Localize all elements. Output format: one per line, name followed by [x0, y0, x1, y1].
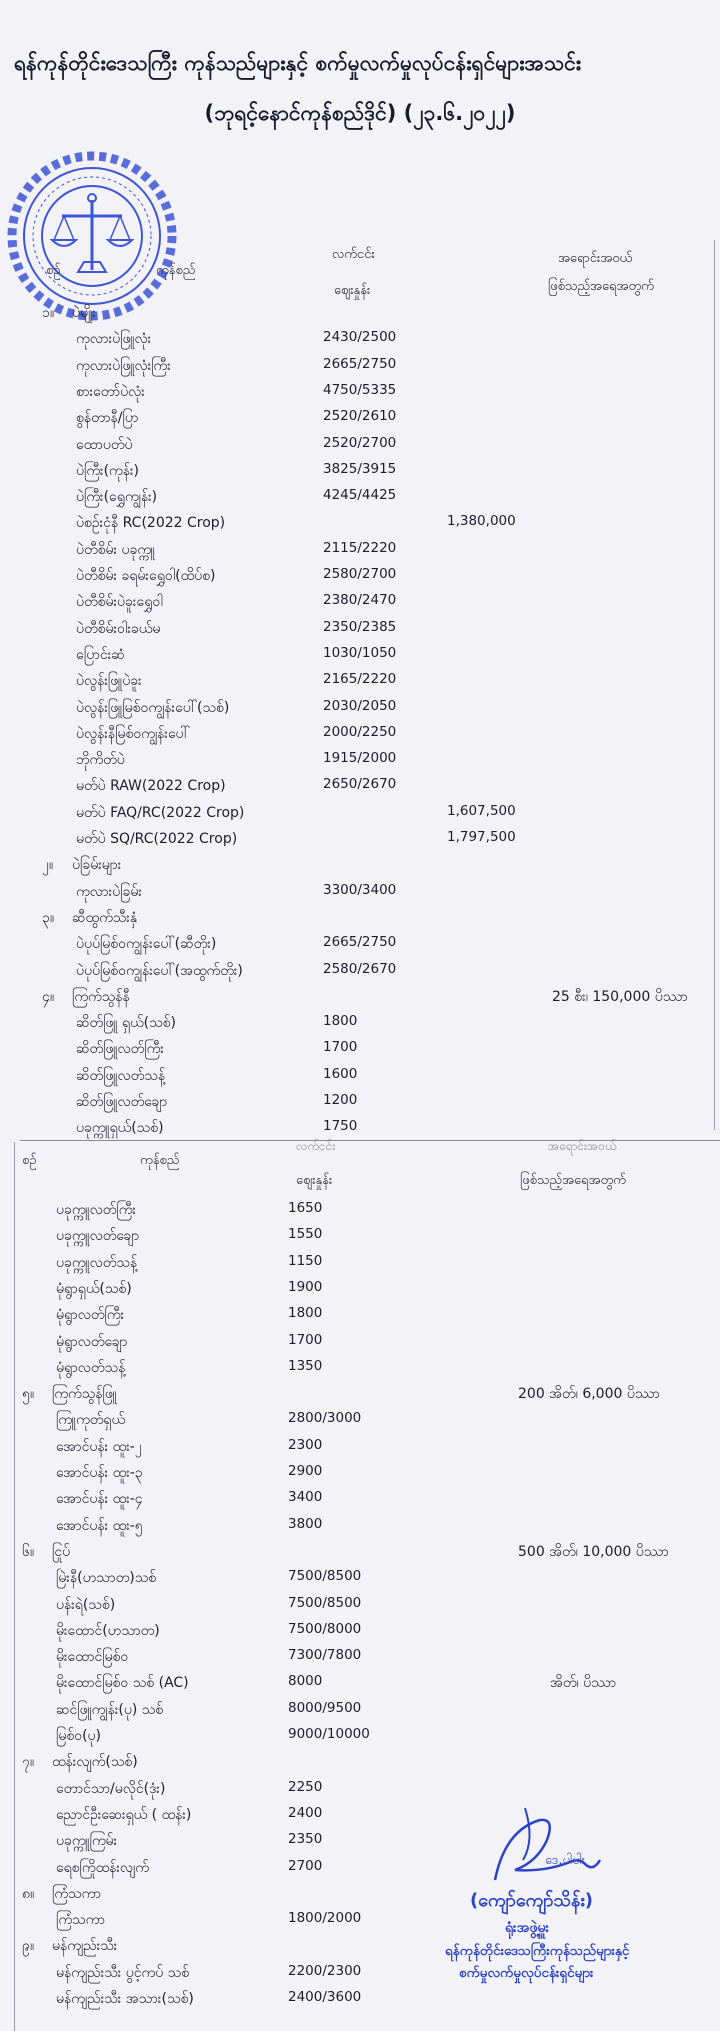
commodity-name: ကြံသကာ	[56, 1912, 106, 1929]
section-number: ၁။	[42, 305, 55, 321]
commodity-name: မုံရွာလတ်သန့်	[56, 1359, 126, 1376]
commodity-price: 1650	[288, 1200, 323, 1216]
commodity-price: 3300/3400	[323, 881, 397, 898]
commodity-name: အောင်ပန်း ထူး-၃	[56, 1465, 143, 1481]
commodity-price: 1700	[288, 1331, 323, 1348]
section-title: ပဲမျိုး	[72, 305, 96, 321]
commodity-price: 2700	[288, 1857, 323, 1874]
signatory-name: (ကျော်ကျော်သိန်း)	[470, 1890, 594, 1911]
commodity-price: 2200/2300	[288, 1962, 362, 1979]
commodity-name: ဆိတ်ဖြူလတ်သန့်	[76, 1067, 166, 1084]
commodity-price: 1800/2000	[288, 1910, 362, 1927]
commodity-name: ဆင်ဖြူကျွန်း(ပု) သစ်	[56, 1701, 164, 1718]
signatory-role: ရုံးအဖွဲ့မှူး	[505, 1920, 549, 1936]
commodity-price: 1900	[288, 1278, 323, 1295]
column-header-note-top-faded: အရောင်းအဝယ်	[548, 1139, 617, 1153]
commodity-price: 1800	[288, 1305, 323, 1322]
commodity-name: ဆိတ်ဖြူလတ်ကြီး	[76, 1041, 164, 1058]
commodity-name: ထောပတ်ပဲ	[76, 436, 133, 453]
commodity-price: 1550	[288, 1226, 323, 1243]
commodity-name: ပန်းရဲ(သစ်)	[56, 1596, 116, 1613]
commodity-name: မုံရွာလတ်ကြီး	[56, 1307, 125, 1324]
commodity-price: 1150	[288, 1252, 323, 1269]
commodity-price: 2650/2670	[323, 776, 397, 793]
section-trade-volume: 200 အိတ်၊ 6,000 ပိဿာ	[518, 1386, 660, 1403]
section-number: ၂။	[42, 857, 54, 874]
section-title: မန်ကျည်းသီး	[52, 1938, 118, 1955]
section-number: ၄။	[42, 988, 55, 1005]
section-title: ပဲခြမ်းများ	[72, 857, 122, 874]
commodity-price: 2665/2750	[323, 355, 397, 372]
commodity-price: 2400	[288, 1804, 323, 1821]
commodity-rc-price: 1,380,000	[447, 513, 516, 530]
commodity-name: ပဲကြီး(ရွှေကျွန်း)	[76, 489, 158, 506]
commodity-price: 2030/2050	[323, 697, 397, 714]
commodity-name: တောင်သာ/မလိုင်(ဒုံး)	[56, 1780, 166, 1797]
commodity-price: 2800/3000	[288, 1410, 362, 1427]
column-header-price-top-faded: လက်ငင်း	[296, 1139, 336, 1153]
commodity-price: 3825/3915	[323, 460, 397, 477]
commodity-name: ပခုက္ကူလတ်သန့်	[56, 1254, 138, 1271]
commodity-price: 1600	[323, 1065, 358, 1082]
commodity-price: 1200	[323, 1092, 358, 1108]
commodity-name: ပြောင်းဆံ	[76, 646, 125, 663]
commodity-price: 2115/2220	[323, 539, 397, 556]
section-number: ၇။	[22, 1754, 35, 1771]
document-subtitle: (ဘုရင့်နောင်ကုန်စည်ဒိုင်) (၂၃.၆.၂၀၂၂)	[204, 101, 516, 125]
commodity-price: 3800	[288, 1515, 323, 1532]
commodity-name: ကုလားပဲဖြူလုံးကြီး	[76, 357, 171, 374]
signatory-org-line2: စက်မှုလက်မှုလုပ်ငန်းရှင်များ	[459, 1965, 594, 1981]
commodity-name: ကုလားပဲခြမ်း	[76, 883, 142, 900]
signature-block	[445, 1800, 720, 2031]
commodity-price: 2165/2220	[323, 671, 397, 688]
commodity-price: 8000	[288, 1673, 323, 1690]
commodity-name: ဘိုကိတ်ပဲ	[76, 752, 125, 769]
commodity-name: မိုးထောင်မြစ်ဝ	[56, 1649, 129, 1666]
commodity-price: 2380/2470	[323, 592, 397, 609]
section-title: ကြံသကာ	[52, 1885, 102, 1902]
commodity-price: 2400/3600	[288, 1989, 362, 2005]
commodity-price: 1800	[323, 1013, 358, 1030]
section-trade-volume: 25 စီး၊ 150,000 ပိဿာ	[552, 988, 688, 1005]
section-title: ကြက်သွန်ဖြူ	[52, 1386, 117, 1403]
section-number: ၉။	[22, 1938, 35, 1955]
commodity-name: ပဲပုပ်မြစ်ဝကျွန်းပေါ်(အထွက်တိုး)	[76, 962, 243, 979]
commodity-name: မိုးထောင်(ဟသာတ)	[56, 1622, 160, 1639]
commodity-name: ရေစကြိုထန်းလျက်	[56, 1859, 149, 1876]
commodity-name: စွန်တာနီ/ပြာ	[76, 410, 139, 427]
commodity-name: ဆိတ်ဖြူလတ်ချော	[76, 1094, 168, 1110]
commodity-name: စားတော်ပဲလုံး	[76, 383, 145, 400]
commodity-price: 2580/2700	[323, 566, 397, 582]
commodity-name: ပခုက္ကူလတ်ကြီး	[56, 1202, 136, 1218]
commodity-name: အောင်ပန်း ထူး-၅	[56, 1517, 143, 1534]
commodity-name: ပဲတီစိမ်း ခရမ်းရွှေဝါ(ထိပ်စ)	[76, 568, 216, 584]
commodity-price: 2300	[288, 1436, 323, 1453]
commodity-name: ပဲလွန်းဖြူမြစ်ဝကျွန်းပေါ်(သစ်)	[76, 699, 230, 716]
commodity-name: ပခုက္ကူရှယ်(သစ်)	[76, 1120, 164, 1137]
commodity-price: 7500/8500	[288, 1594, 362, 1611]
commodity-name: ပဲကြီး(ကုန်း)	[76, 462, 140, 479]
commodity-price: 2520/2700	[323, 434, 397, 451]
column-header-commodity-2: ကုန်စည်	[140, 1153, 180, 1168]
commodity-price: 2580/2670	[323, 960, 397, 977]
commodity-name: မတ်ပဲ SQ/RC(2022 Crop)	[76, 831, 238, 847]
signature-initials: ဒေ.ပါပါး	[545, 1853, 586, 1868]
commodity-name: အောင်ပန်း ထူး-၂	[56, 1438, 142, 1455]
commodity-name: မြဲးနီ(ဟသာတ)သစ်	[56, 1570, 157, 1587]
commodity-name: မိုးထောင်မြစ်ဝ သစ် (AC)	[56, 1675, 189, 1692]
commodity-price: 2250	[288, 1778, 323, 1795]
commodity-price: 2000/2250	[323, 723, 397, 740]
section-trade-volume: 500 အိတ်၊ 10,000 ပိဿာ	[518, 1543, 669, 1560]
column-header-no: စဉ်	[46, 263, 61, 278]
commodity-name: ပခုက္ကူလတ်ချော	[56, 1228, 140, 1245]
section-title: ကြက်သွန်နီ	[72, 988, 130, 1005]
commodity-name: မန်ကျည်းသီး အသား(သစ်)	[56, 1991, 194, 2007]
commodity-price: 9000/10000	[288, 1726, 370, 1742]
column-header-price-bottom-2: ဈေးနှုန်း	[296, 1173, 333, 1188]
commodity-price: 4245/4425	[323, 487, 397, 504]
commodity-name: မတ်ပဲ FAQ/RC(2022 Crop)	[76, 804, 245, 821]
commodity-price: 7500/8000	[288, 1620, 362, 1637]
section-title: ဆီထွက်သီးနှံ	[72, 909, 138, 926]
commodity-price: 1350	[288, 1357, 323, 1374]
section-number: ၈။	[22, 1885, 35, 1902]
commodity-price: 2900	[288, 1463, 323, 1479]
commodity-name: ပဲလွန်းဖြူပဲခူး	[76, 673, 142, 690]
commodity-name: ပဲတီစိမ်း ပခုက္ကူ	[76, 541, 156, 558]
commodity-price: 2665/2750	[323, 934, 397, 951]
commodity-price: 7300/7800	[288, 1647, 362, 1664]
commodity-rc-price: 1,607,500	[447, 802, 516, 819]
document-header	[0, 0, 720, 145]
column-header-note-bottom-2: ဖြစ်သည့်အရေအတွက်	[520, 1173, 626, 1188]
section-number: ၃။	[42, 909, 55, 926]
column-header-commodity: ကုန်စည်	[156, 263, 196, 278]
commodity-name: မုံရွာရှယ်(သစ်)	[56, 1280, 132, 1297]
commodity-rc-price: 1,797,500	[447, 829, 516, 845]
association-seal-icon	[4, 148, 180, 324]
commodity-name: မန်ကျည်းသီး ပွင့်ကပ် သစ်	[56, 1964, 190, 1981]
commodity-price: 2520/2610	[323, 408, 397, 425]
commodity-price: 1750	[323, 1118, 358, 1135]
column-header-note-bottom: ဖြစ်သည့်အရေအတွက်	[548, 279, 654, 294]
signature-scribble-icon	[485, 1800, 605, 1890]
column-header-no-2: စဉ်	[22, 1153, 37, 1168]
column-header-price-bottom: ဈေးနှုန်း	[334, 283, 371, 298]
commodity-name: ပဲစဉ်းငုံနီ RC(2022 Crop)	[76, 515, 226, 532]
commodity-price: 1030/1050	[323, 644, 397, 661]
section-number: ၅။	[22, 1386, 35, 1403]
commodity-price: 4750/5335	[323, 381, 397, 398]
commodity-price: 3400	[288, 1489, 323, 1506]
commodity-name: မုံရွာလတ်ချော	[56, 1333, 128, 1350]
commodity-price: 1700	[323, 1039, 358, 1056]
commodity-price: 2350	[288, 1831, 323, 1848]
commodity-name: အောင်ပန်း ထူး-၄	[56, 1491, 143, 1508]
commodity-price: 2350/2385	[323, 618, 397, 635]
commodity-name: ပဲလွန်းနီမြစ်ဝကျွန်းပေါ်	[76, 725, 190, 742]
section-number: ၆။	[22, 1543, 35, 1560]
commodity-name: ပဲတီစိမ်းပဲခူးရွှေဝါ	[76, 594, 163, 611]
commodity-name: ကြူကုတ်ရှယ်	[56, 1412, 126, 1429]
commodity-trade-volume: အိတ်၊ ပိဿာ	[550, 1675, 617, 1692]
signatory-org-line1: ရန်ကုန်တိုင်းဒေသကြီးကုန်သည်များနှင့်	[445, 1943, 630, 1959]
table-border-right	[714, 240, 715, 1130]
section-title: ငြုပ်	[52, 1543, 71, 1560]
column-header-price-top: လက်ငင်း	[332, 247, 375, 262]
commodity-price: 8000/9500	[288, 1699, 362, 1716]
commodity-name: ကုလားပဲဖြူလုံး	[76, 331, 152, 348]
commodity-name: မြစ်ဝ(ပု)	[56, 1728, 101, 1744]
table-border-left-2	[14, 1142, 15, 2031]
commodity-name: ဆိတ်ဖြူ ရှယ်(သစ်)	[76, 1015, 176, 1032]
commodity-price: 7500/8500	[288, 1568, 362, 1585]
commodity-name: ညောင်ဦးဆေးရှယ် ( ထန်း)	[56, 1806, 192, 1823]
commodity-name: ပဲပုပ်မြစ်ဝကျွန်းပေါ်(ဆီတိုး)	[76, 936, 217, 953]
commodity-price: 1915/2000	[323, 750, 397, 767]
section-title: ထန်းလျက်(သစ်)	[52, 1754, 138, 1771]
commodity-name: မတ်ပဲ RAW(2022 Crop)	[76, 778, 226, 795]
commodity-name: ပခုက္ကူကြမ်း	[56, 1833, 118, 1850]
commodity-price: 2430/2500	[323, 329, 397, 346]
commodity-name: ပဲတီစိမ်းဝါးခယ်မ	[76, 620, 161, 637]
document-title: ရန်ကုန်တိုင်းဒေသကြီး ကုန်သည်များနှင့် စက်မှုလက်မှုလုပ်ငန်းရှင်များအသင်း	[14, 51, 582, 75]
column-header-note-top: အရောင်းအဝယ်	[558, 251, 633, 266]
